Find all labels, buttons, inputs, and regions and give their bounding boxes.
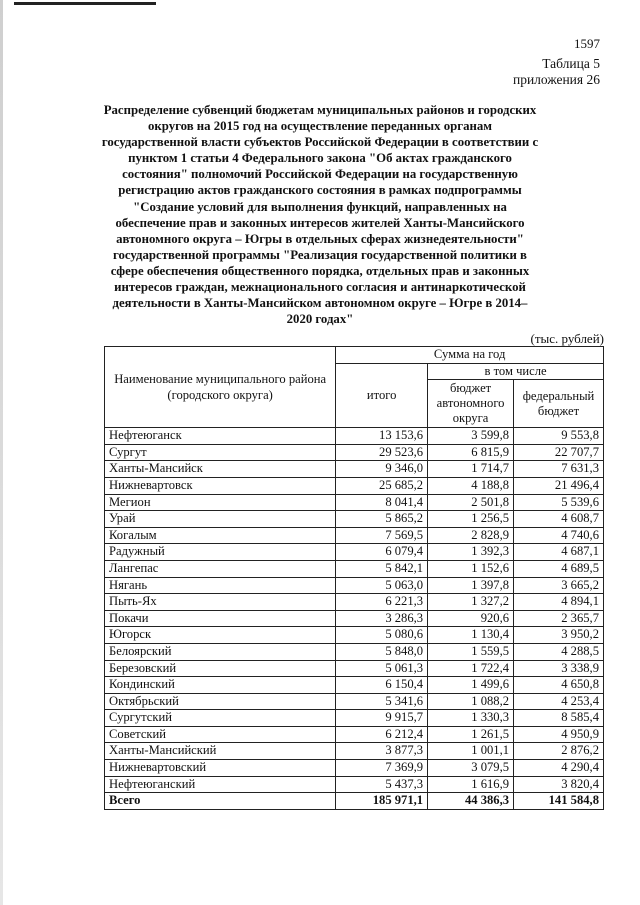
row-name-cell: Кондинский — [105, 677, 336, 694]
row-total-cell: 185 971,1 — [336, 793, 428, 810]
table-row — [105, 560, 604, 577]
row-federal-cell: 3 950,2 — [514, 627, 604, 644]
row-federal-cell: 4 608,7 — [514, 511, 604, 528]
row-regional-cell: 1 559,5 — [428, 643, 514, 660]
row-regional-cell: 2 501,8 — [428, 494, 514, 511]
row-regional-cell: 1 722,4 — [428, 660, 514, 677]
row-name-cell: Советский — [105, 726, 336, 743]
row-regional-cell: 920,6 — [428, 610, 514, 627]
table-row — [105, 743, 604, 760]
row-total-cell: 6 212,4 — [336, 726, 428, 743]
row-federal-cell: 4 650,8 — [514, 677, 604, 694]
header-regional: бюджет автономного округа — [428, 380, 514, 428]
row-federal-cell: 3 338,9 — [514, 660, 604, 677]
row-name-cell: Сургутский — [105, 710, 336, 727]
row-regional-cell: 1 616,9 — [428, 776, 514, 793]
row-name-cell: Ханты-Мансийский — [105, 743, 336, 760]
row-regional-cell: 1 261,5 — [428, 726, 514, 743]
row-federal-cell: 21 496,4 — [514, 477, 604, 494]
row-total-cell: 5 848,0 — [336, 643, 428, 660]
row-total-cell: 25 685,2 — [336, 477, 428, 494]
table-ref-line2: приложения 26 — [512, 72, 600, 87]
row-total-cell: 5 437,3 — [336, 776, 428, 793]
row-total-cell: 7 569,5 — [336, 527, 428, 544]
row-regional-cell: 1 152,6 — [428, 560, 514, 577]
row-total-cell: 5 842,1 — [336, 560, 428, 577]
row-total-cell: 8 041,4 — [336, 494, 428, 511]
row-federal-cell: 22 707,7 — [514, 444, 604, 461]
row-regional-cell: 1 130,4 — [428, 627, 514, 644]
row-name-cell: Мегион — [105, 494, 336, 511]
header-total: итого — [336, 363, 428, 428]
table-row — [105, 527, 604, 544]
row-total-cell: 13 153,6 — [336, 428, 428, 445]
row-regional-cell: 3 079,5 — [428, 760, 514, 777]
row-name-cell: Югорск — [105, 627, 336, 644]
row-total-cell: 29 523,6 — [336, 444, 428, 461]
units-label: (тыс. рублей) — [530, 331, 604, 346]
row-federal-cell: 141 584,8 — [514, 793, 604, 810]
row-regional-cell: 1 088,2 — [428, 693, 514, 710]
table-ref-line1: Таблица 5 — [542, 56, 600, 71]
row-regional-cell: 1 327,2 — [428, 594, 514, 611]
table-row — [105, 544, 604, 561]
row-name-cell: Белоярский — [105, 643, 336, 660]
row-name-cell: Березовский — [105, 660, 336, 677]
row-regional-cell: 6 815,9 — [428, 444, 514, 461]
row-federal-cell: 4 740,6 — [514, 527, 604, 544]
row-federal-cell: 9 553,8 — [514, 428, 604, 445]
row-federal-cell: 8 585,4 — [514, 710, 604, 727]
row-total-cell: 9 346,0 — [336, 461, 428, 478]
row-name-cell: Пыть-Ях — [105, 594, 336, 611]
row-federal-cell: 3 665,2 — [514, 577, 604, 594]
row-federal-cell: 7 631,3 — [514, 461, 604, 478]
row-total-cell: 5 061,3 — [336, 660, 428, 677]
total-row — [105, 793, 604, 810]
row-name-cell: Нижневартовский — [105, 760, 336, 777]
row-regional-cell: 44 386,3 — [428, 793, 514, 810]
table-row — [105, 428, 604, 445]
table-reference — [470, 56, 600, 88]
row-name-cell: Нефтеюганск — [105, 428, 336, 445]
table-row — [105, 461, 604, 478]
row-regional-cell: 1 392,3 — [428, 544, 514, 561]
row-regional-cell: 1 714,7 — [428, 461, 514, 478]
row-regional-cell: 1 499,6 — [428, 677, 514, 694]
row-regional-cell: 1 256,5 — [428, 511, 514, 528]
table-row — [105, 494, 604, 511]
table-row — [105, 660, 604, 677]
row-total-cell: 9 915,7 — [336, 710, 428, 727]
row-name-cell: Нягань — [105, 577, 336, 594]
table-row — [105, 577, 604, 594]
document-title: Распределение субвенций бюджетам муниципальных районов и городских округов на 2015 год на осуществление переданных органам государственной власти субъектов Российской Федерации в соответствии с пунктом 1 статьи 4 Федерального закона "Об актах гражданского состояния" полномочий Российской Федерации на государственную регистрацию актов гражданского состояния в рамках подпрограммы "Создание условий для выполнения функций, направленных на обеспечение прав и законных интересов жителей Ханты-Мансийского автономного округа – Югры в отдельных сферах жизнедеятельности" государственной программы "Реализация государственной политики в сфере обеспечения общественного порядка, отдельных прав и законных интересов граждан, межнационального согласия и антинаркотической деятельности в Ханты-Мансийском автономном округе – Югре в 2014–2020 годах" — [101, 103, 539, 327]
row-total-cell: 6 079,4 — [336, 544, 428, 561]
row-total-cell: 5 063,0 — [336, 577, 428, 594]
row-regional-cell: 3 599,8 — [428, 428, 514, 445]
scan-top-mark — [14, 2, 156, 5]
row-federal-cell: 2 876,2 — [514, 743, 604, 760]
scan-left-edge — [0, 0, 3, 905]
row-total-cell: 3 877,3 — [336, 743, 428, 760]
table-row — [105, 610, 604, 627]
row-federal-cell: 5 539,6 — [514, 494, 604, 511]
row-federal-cell: 4 687,1 — [514, 544, 604, 561]
row-total-cell: 3 286,3 — [336, 610, 428, 627]
row-federal-cell: 2 365,7 — [514, 610, 604, 627]
table-row — [105, 444, 604, 461]
row-name-cell: Нижневартовск — [105, 477, 336, 494]
row-total-cell: 6 221,3 — [336, 594, 428, 611]
table-row — [105, 710, 604, 727]
row-federal-cell: 4 950,9 — [514, 726, 604, 743]
subvention-table — [104, 346, 604, 810]
page-number: 1597 — [574, 36, 600, 51]
row-federal-cell: 4 288,5 — [514, 643, 604, 660]
table-row — [105, 627, 604, 644]
row-federal-cell: 4 894,1 — [514, 594, 604, 611]
row-name-cell: Радужный — [105, 544, 336, 561]
row-federal-cell: 4 253,4 — [514, 693, 604, 710]
row-regional-cell: 4 188,8 — [428, 477, 514, 494]
row-federal-cell: 4 290,4 — [514, 760, 604, 777]
row-name-cell: Лангепас — [105, 560, 336, 577]
row-regional-cell: 1 397,8 — [428, 577, 514, 594]
row-federal-cell: 4 689,5 — [514, 560, 604, 577]
table-row — [105, 693, 604, 710]
row-total-cell: 5 080,6 — [336, 627, 428, 644]
row-name-cell: Покачи — [105, 610, 336, 627]
row-name-cell: Октябрьский — [105, 693, 336, 710]
row-total-cell: 5 865,2 — [336, 511, 428, 528]
table-row — [105, 776, 604, 793]
table-body — [105, 428, 604, 810]
row-name-cell: Когалым — [105, 527, 336, 544]
row-total-cell: 5 341,6 — [336, 693, 428, 710]
row-regional-cell: 1 330,3 — [428, 710, 514, 727]
header-name: Наименование муниципального района (городского округа) — [105, 347, 336, 428]
table-row — [105, 677, 604, 694]
row-name-cell: Нефтеюганский — [105, 776, 336, 793]
row-name-cell: Сургут — [105, 444, 336, 461]
row-regional-cell: 2 828,9 — [428, 527, 514, 544]
table-row — [105, 726, 604, 743]
table-row — [105, 760, 604, 777]
table-row — [105, 477, 604, 494]
table-row — [105, 511, 604, 528]
row-name-cell: Ханты-Мансийск — [105, 461, 336, 478]
header-federal: федеральный бюджет — [514, 380, 604, 428]
table-row — [105, 594, 604, 611]
row-total-cell: 6 150,4 — [336, 677, 428, 694]
header-including: в том числе — [428, 363, 604, 380]
header-sum-per-year: Сумма на год — [336, 347, 604, 364]
row-federal-cell: 3 820,4 — [514, 776, 604, 793]
row-name-cell: Всего — [105, 793, 336, 810]
row-regional-cell: 1 001,1 — [428, 743, 514, 760]
table-row — [105, 643, 604, 660]
row-name-cell: Урай — [105, 511, 336, 528]
row-total-cell: 7 369,9 — [336, 760, 428, 777]
